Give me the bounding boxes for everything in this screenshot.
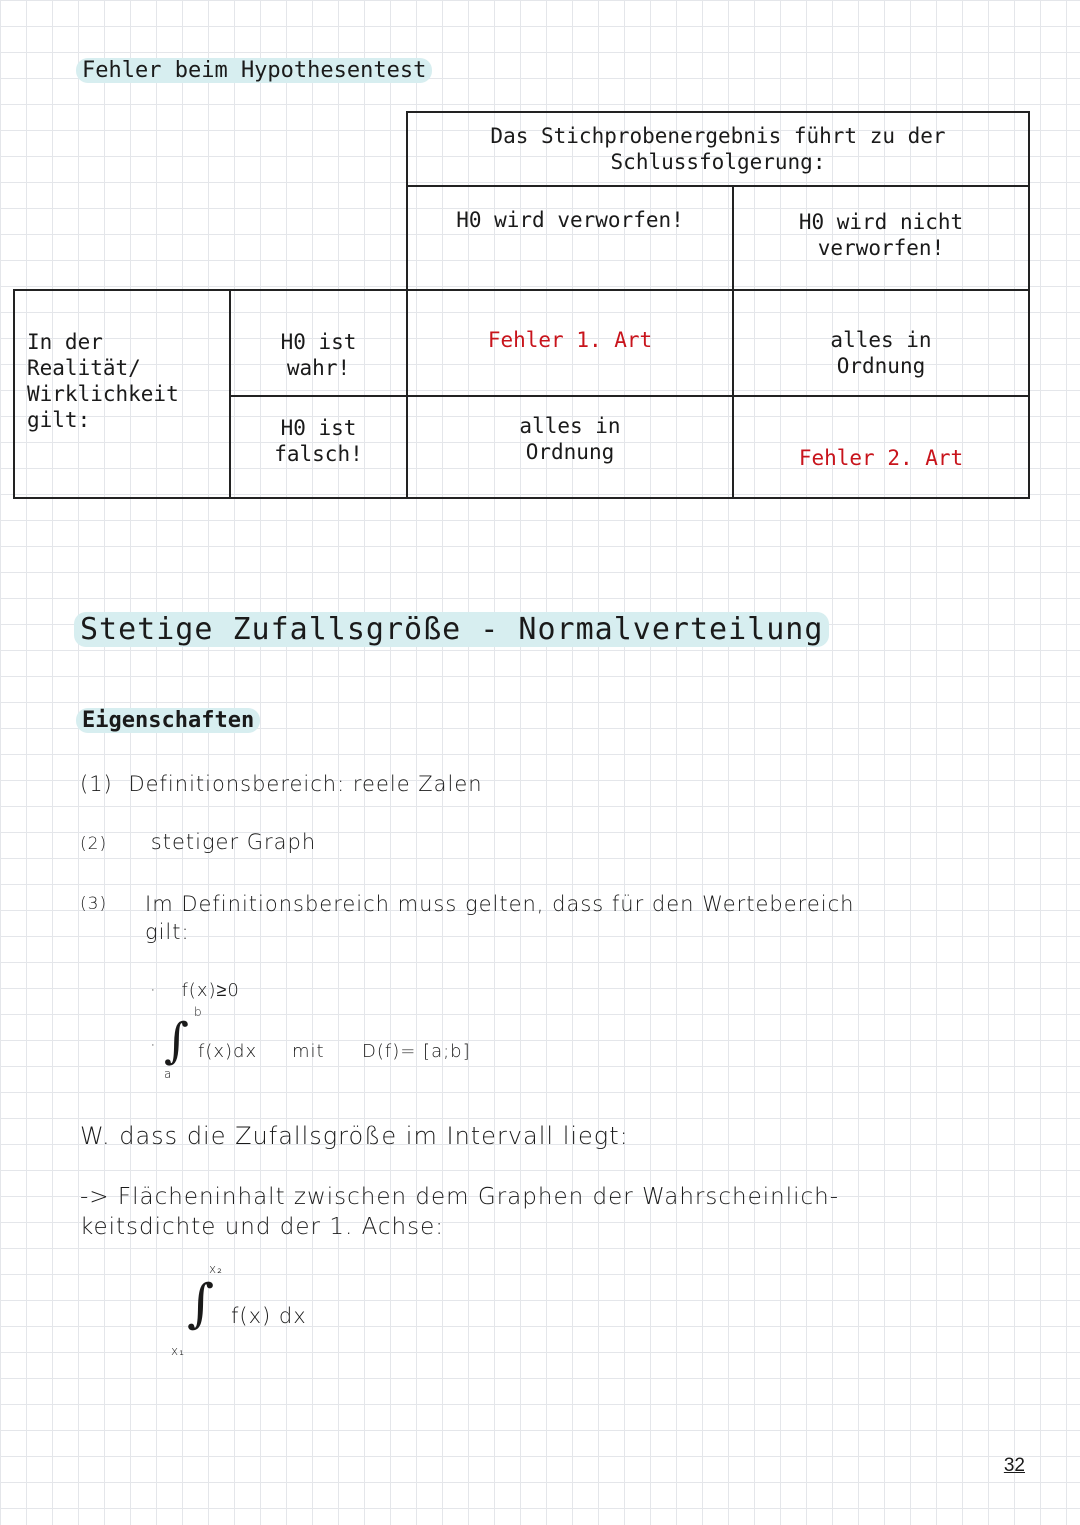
table-cell-ok-2: alles in Ordnung — [406, 395, 734, 499]
integrand: f(x) dx — [231, 1304, 307, 1328]
property-text: Definitionsbereich: reele Zalen — [128, 772, 483, 796]
bullet-dot: · — [150, 980, 157, 1001]
mit-label: mit — [292, 1041, 325, 1062]
integrand: f(x)dx — [198, 1041, 258, 1062]
domain-definition: D(f)= [a;b] — [362, 1041, 471, 1062]
property-3-text: Im Definitionsbereich muss gelten, dass für den Wertebereich gilt: — [145, 892, 855, 944]
property-text: stetiger Graph — [150, 830, 317, 854]
property-3 — [80, 890, 107, 914]
condition-integral — [150, 1005, 550, 1085]
integral-sign-icon: ∫ — [187, 1274, 215, 1334]
property-number: (2) — [80, 834, 108, 854]
integral-sign-icon: ∫ — [164, 1013, 190, 1069]
table-cell-ok-1: alles in Ordnung — [732, 289, 1030, 397]
property-number: (3) — [80, 894, 108, 914]
section-title-hypothesis-errors: Fehler beim Hypothesentest — [76, 58, 432, 83]
table-col-header-not-rejected: H0 wird nicht verworfen! — [732, 185, 1030, 291]
bullet-dot: · — [150, 1035, 157, 1056]
integral-upper-bound: b — [194, 1005, 203, 1019]
subsection-title-properties: Eigenschaften — [76, 708, 260, 733]
probability-statement: W. dass die Zufallsgröße im Intervall liegt: — [80, 1122, 629, 1150]
property-2 — [80, 830, 316, 854]
table-col-header-rejected: H0 wird verworfen! — [406, 185, 734, 291]
integral-lower-bound: x₁ — [171, 1344, 185, 1358]
table-cell-type1-error: Fehler 1. Art — [406, 289, 734, 397]
table-row-group-label: In der Realität/ Wirklichkeit gilt: — [13, 289, 231, 499]
property-number: (1) — [80, 772, 113, 796]
table-row-label-false: H0 ist falsch! — [229, 395, 408, 499]
integral-lower-bound: a — [164, 1067, 173, 1081]
table-header-top: Das Stichprobenergebnis führt zu der Schlussfolgerung: — [406, 111, 1030, 187]
table-cell-type2-error: Fehler 2. Art — [732, 395, 1030, 499]
table-row-label-true: H0 ist wahr! — [229, 289, 408, 397]
condition-nonnegative: · f(x)≥0 — [150, 980, 240, 1001]
probability-integral — [165, 1262, 365, 1372]
integral-upper-bound: x₂ — [209, 1262, 223, 1276]
section-title-normal-distribution: Stetige Zufallsgröße - Normalverteilung — [74, 612, 829, 647]
property-1 — [80, 772, 483, 796]
probability-explanation: -> Flächeninhalt zwischen dem Graphen der Wahrscheinlich- keitsdichte und der 1. Achse: — [80, 1184, 840, 1240]
page-number: 32 — [1003, 1455, 1025, 1476]
